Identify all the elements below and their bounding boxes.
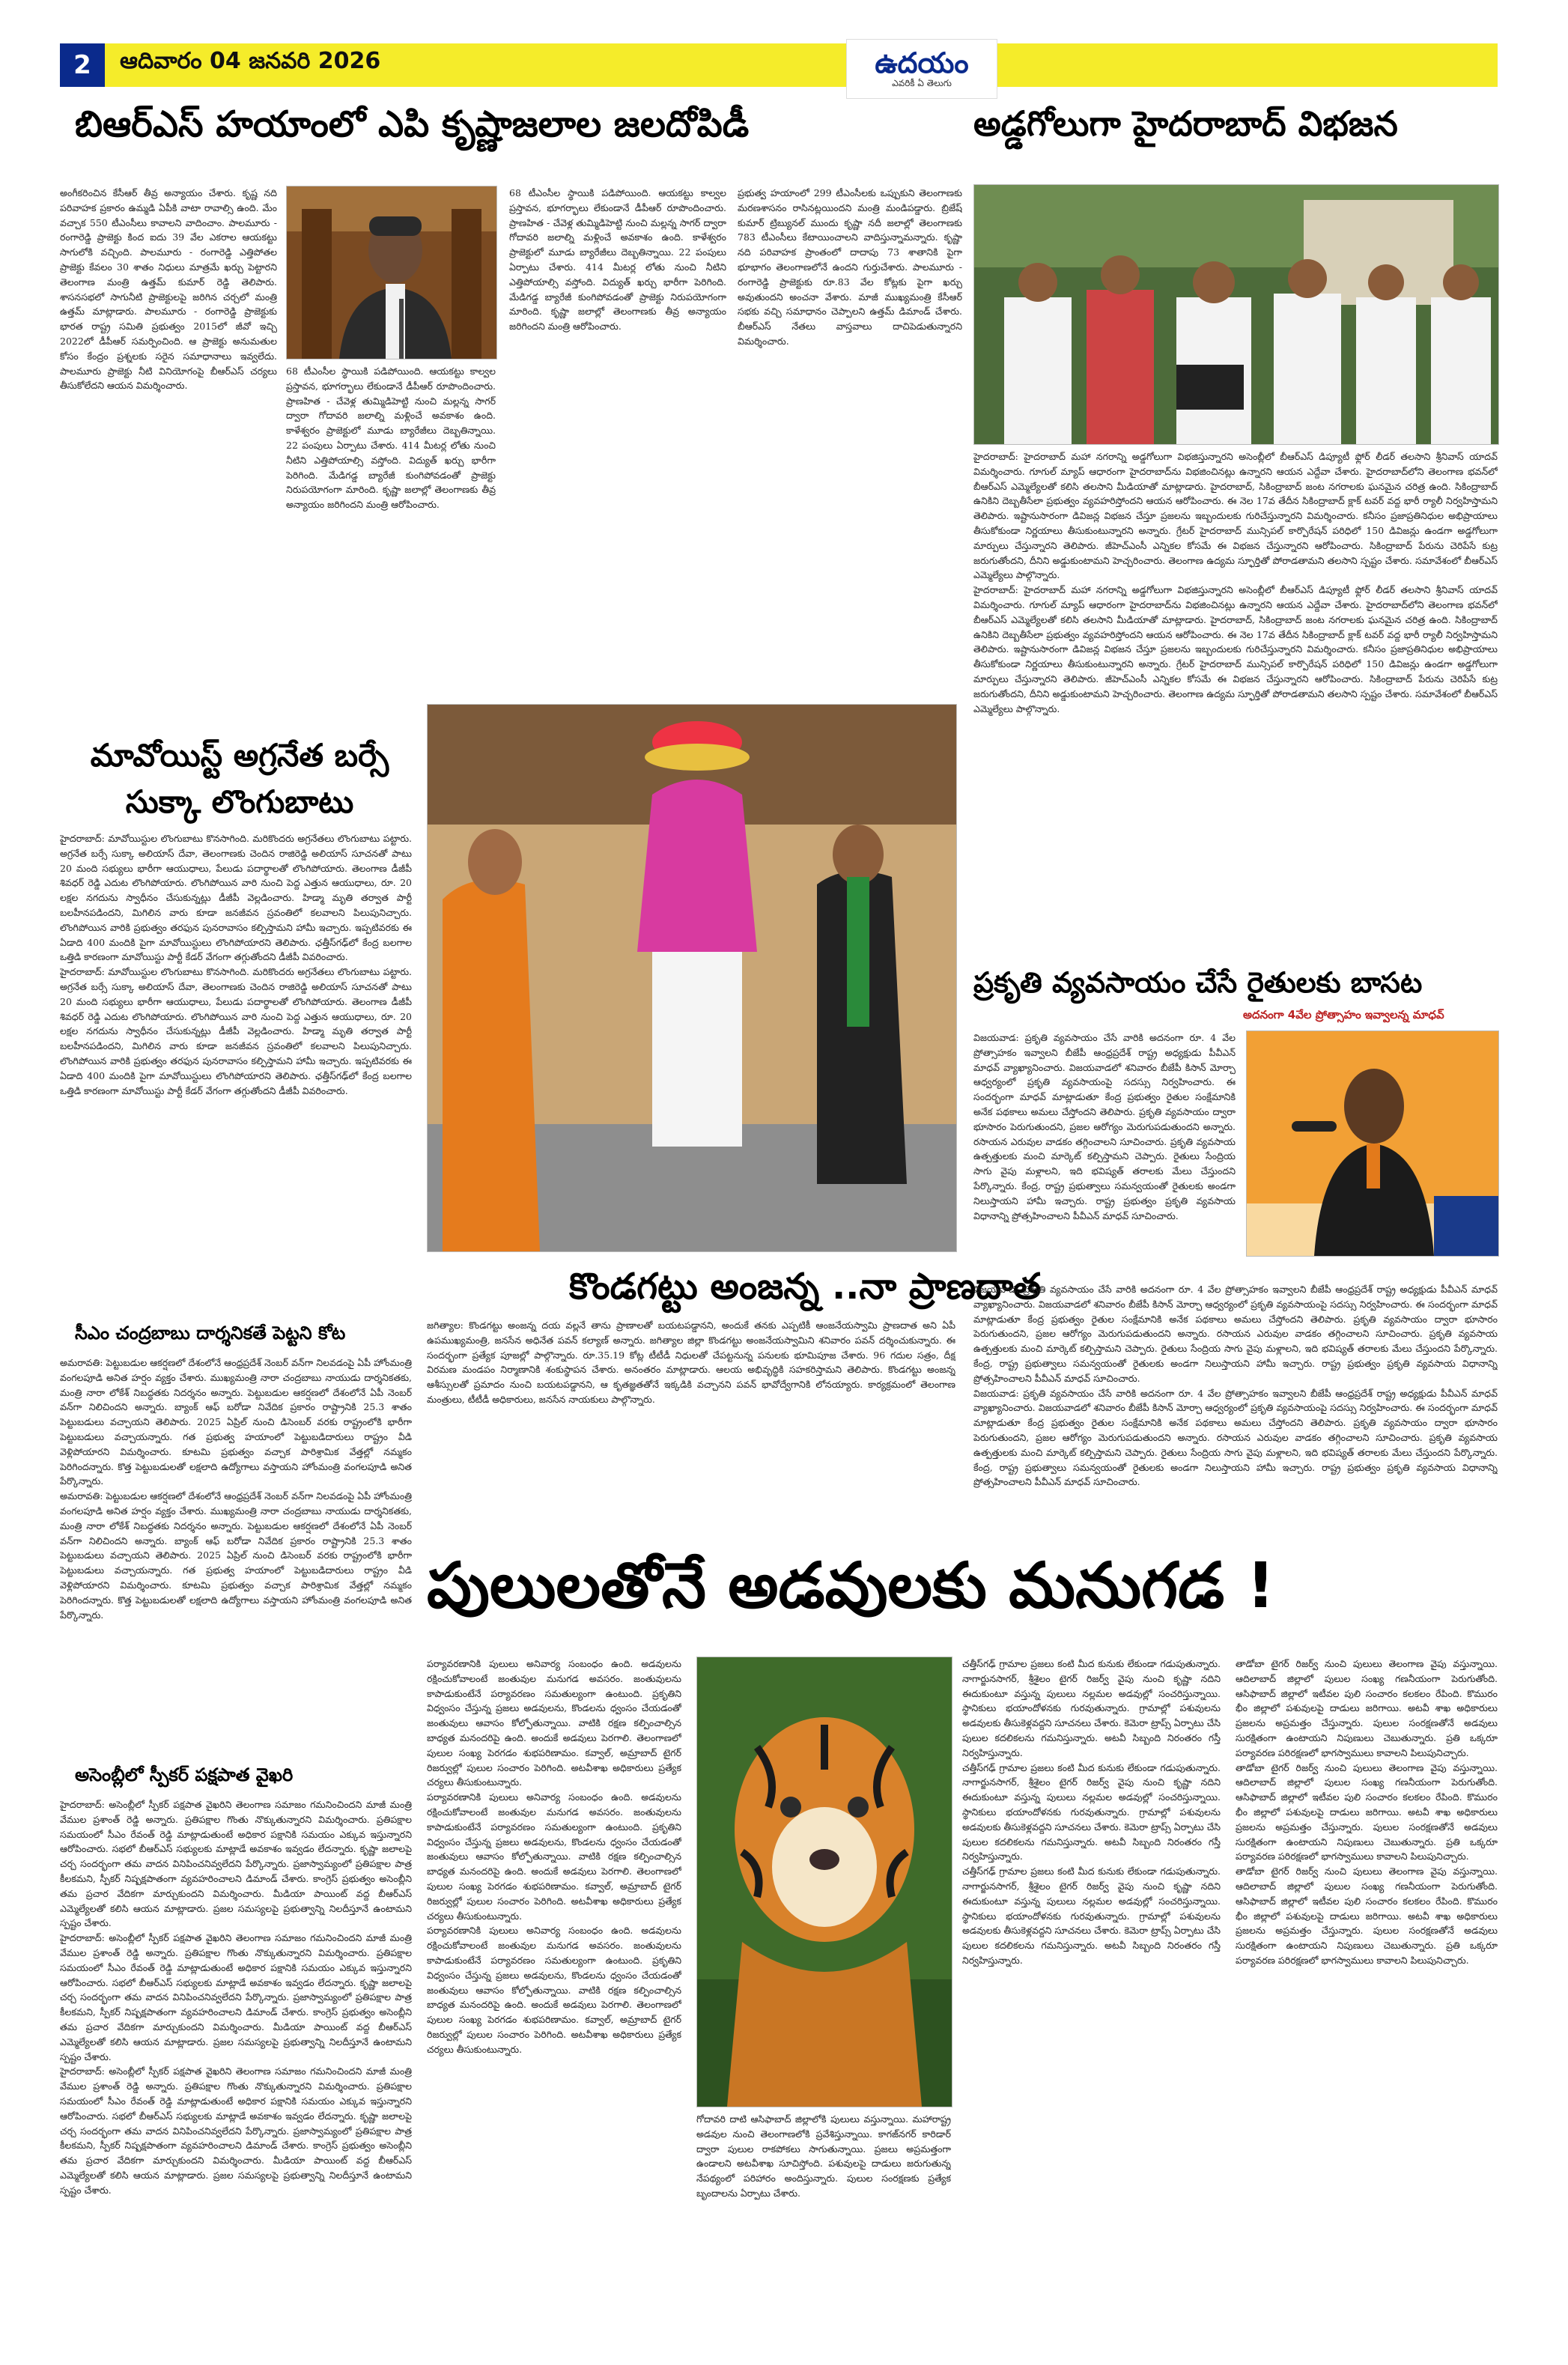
masthead-logo xyxy=(846,39,997,99)
subhead-natural-farming: అదనంగా 4వేల ప్రోత్సాహం ఇవ్వాలన్న మాధవ్ xyxy=(1243,1008,1444,1021)
tigers-col4: తాడోబా టైగర్ రిజర్వ్ నుంచి పులులు తెలంగాణ వైపు వస్తున్నాయి. ఆదిలాబాద్ జిల్లాలో పులుల సంఖ్య గణనీయంగా పెరుగుతోంది. ఆసిఫాబాద్ జిల్లాలో ఇటీవల పులి సంచారం కలకలం రేపింది. కొమురం భీం జిల్లాలో పశువులపై దాడులు జరిగాయి. అటవీ శాఖ అధికారులు ప్రజలను అప్రమత్తం చేస్తున్నారు. పులుల సంరక్షణతోనే అడవులు సురక్షితంగా ఉంటాయని నిపుణులు చెబుతున్నారు. ప్రతి ఒక్కరూ పర్యావరణ పరిరక్షణలో భాగస్వాములు కావాలని పిలుపునిచ్చారు. తాడోబా టైగర్ రిజర్వ్ నుంచి పులులు తెలంగాణ వైపు వస్తున్నాయి. ఆదిలాబాద్ జిల్లాలో పులుల సంఖ్య గణనీయంగా పెరుగుతోంది. ఆసిఫాబాద్ జిల్లాలో ఇటీవల పులి సంచారం కలకలం రేపింది. కొమురం భీం జిల్లాలో పశువులపై దాడులు జరిగాయి. అటవీ శాఖ అధికారులు ప్రజలను అప్రమత్తం చేస్తున్నారు. పులుల సంరక్షణతోనే అడవులు సురక్షితంగా ఉంటాయని నిపుణులు చెబుతున్నారు. ప్రతి ఒక్కరూ పర్యావరణ పరిరక్షణలో భాగస్వాములు కావాలని పిలుపునిచ్చారు. తాడోబా టైగర్ రిజర్వ్ నుంచి పులులు తెలంగాణ వైపు వస్తున్నాయి. ఆదిలాబాద్ జిల్లాలో పులుల సంఖ్య గణనీయంగా పెరుగుతోంది. ఆసిఫాబాద్ జిల్లాలో ఇటీవల పులి సంచారం కలకలం రేపింది. కొమురం భీం జిల్లాలో పశువులపై దాడులు జరిగాయి. అటవీ శాఖ అధికారులు ప్రజలను అప్రమత్తం చేస్తున్నారు. పులుల సంరక్షణతోనే అడవులు సురక్షితంగా ఉంటాయని నిపుణులు చెబుతున్నారు. ప్రతి ఒక్కరూ పర్యావరణ పరిరక్షణలో భాగస్వాములు కావాలని పిలుపునిచ్చారు. xyxy=(1236,1658,1498,1966)
tigers-col2: గోదావరి దాటి ఆసిఫాబాద్ జిల్లాలోకి పులులు వస్తున్నాయి. మహారాష్ట్ర అడవుల నుంచి తెలంగాణలోకి ప్రవేశిస్తున్నాయి. కాగజ్‌నగర్ కారిడార్ ద్వారా పులుల రాకపోకలు సాగుతున్నాయి. ప్రజలు అప్రమత్తంగా ఉండాలని అటవీశాఖ సూచిస్తోంది. పశువులపై దాడులు జరుగుతున్న నేపథ్యంలో పరిహారం అందిస్తున్నారు. పులుల సంరక్షణకు ప్రత్యేక బృందాలను ఏర్పాటు చేశారు. xyxy=(696,2113,951,2199)
headline-tigers: పులులతోనే అడవులకు మనుగడ ! xyxy=(427,1549,1275,1622)
headline-krishna: బిఆర్ఎస్ హయాంలో ఎపి కృష్ణాజలాల జలదోపిడీ xyxy=(75,103,750,145)
hyderabad-photo xyxy=(973,184,1499,445)
headline-speaker: అసెంబ్లీలో స్పీకర్ పక్షపాత వైఖరి xyxy=(75,1764,294,1785)
headline-hyderabad: అడ్డగోలుగా హైదరాబాద్ విభజన xyxy=(973,103,1398,144)
tigers-col1: పర్యావరణానికి పులులు అనివార్య సంబంధం ఉంది. అడవులను రక్షించుకోవాలంటే జంతువుల మనుగడ అవసరం. జంతువులను కాపాడుకుంటేనే పర్యావరణం సమతుల్యంగా ఉంటుంది. ప్రకృతిని విధ్వంసం చేస్తున్న ప్రజలు అడవులను, కొండలను ధ్వంసం చేయడంతో జంతువులు ఆవాసం కోల్పోతున్నాయి. వాటికి రక్షణ కల్పించాల్సిన బాధ్యత మనందరిపై ఉంది. అందుకే అడవులు పెరగాలి. తెలంగాణలో పులుల సంఖ్య పెరగడం శుభపరిణామం. కవ్వాల్, అమ్రాబాద్ టైగర్ రిజర్వుల్లో పులుల సంచారం పెరిగింది. అటవీశాఖ అధికారులు ప్రత్యేక చర్యలు తీసుకుంటున్నారు. పర్యావరణానికి పులులు అనివార్య సంబంధం ఉంది. అడవులను రక్షించుకోవాలంటే జంతువుల మనుగడ అవసరం. జంతువులను కాపాడుకుంటేనే పర్యావరణం సమతుల్యంగా ఉంటుంది. ప్రకృతిని విధ్వంసం చేస్తున్న ప్రజలు అడవులను, కొండలను ధ్వంసం చేయడంతో జంతువులు ఆవాసం కోల్పోతున్నాయి. వాటికి రక్షణ కల్పించాల్సిన బాధ్యత మనందరిపై ఉంది. అందుకే అడవులు పెరగాలి. తెలంగాణలో పులుల సంఖ్య పెరగడం శుభపరిణామం. కవ్వాల్, అమ్రాబాద్ టైగర్ రిజర్వుల్లో పులుల సంచారం పెరిగింది. అటవీశాఖ అధికారులు ప్రత్యేక చర్యలు తీసుకుంటున్నారు. పర్యావరణానికి పులులు అనివార్య సంబంధం ఉంది. అడవులను రక్షించుకోవాలంటే జంతువుల మనుగడ అవసరం. జంతువులను కాపాడుకుంటేనే పర్యావరణం సమతుల్యంగా ఉంటుంది. ప్రకృతిని విధ్వంసం చేస్తున్న ప్రజలు అడవులను, కొండలను ధ్వంసం చేయడంతో జంతువులు ఆవాసం కోల్పోతున్నాయి. వాటికి రక్షణ కల్పించాల్సిన బాధ్యత మనందరిపై ఉంది. అందుకే అడవులు పెరగాలి. తెలంగాణలో పులుల సంఖ్య పెరగడం శుభపరిణామం. కవ్వాల్, అమ్రాబాద్ టైగర్ రిజర్వుల్లో పులుల సంచారం పెరిగింది. అటవీశాఖ అధికారులు ప్రత్యేక చర్యలు తీసుకుంటున్నారు. xyxy=(427,1658,681,2055)
logo-text: ఉదయం xyxy=(875,46,969,79)
anjanna-body: జగిత్యాల: కొండగట్టు అంజన్న దయ వల్లనే తాను ప్రాణాలతో బయటపడ్డానని, అందుకే తనకు ఎప్పటికీ ఆంజనేయస్వామి ప్రాణదాత అని ఏపీ ఉపముఖ్యమంత్రి, జనసేన అధినేత పవన్ కల్యాణ్ అన్నారు. జగిత్యాల జిల్లా కొండగట్టు అంజనేయస్వామిని శనివారం పవన్ దర్శించుకున్నారు. ఈ సందర్భంగా ప్రత్యేక పూజల్లో పాల్గొన్నారు. రూ.35.19 కోట్ల టీటీడీ నిధులతో చేపట్టనున్న పనులకు భూమిపూజ చేశారు. 96 గదుల సత్రం, దీక్ష విరమణ మండపం నిర్మాణానికి శంకుస్థాపన చేశారు. అనంతరం మాట్లాడారు. ఆలయ అభివృద్ధికి సహకరిస్తామని తెలిపారు. కొండగట్టు అంజన్న ఆశీస్సులతో ప్రమాదం నుంచి బయటపడ్డానని, ఆ కృతజ్ఞతతోనే ఇక్కడికి వచ్చానని పవన్ భావోద్వేగానికి లోనయ్యారు. కార్యక్రమంలో తెలంగాణ మంత్రులు, టీటీడీ అధికారులు, జనసేన నాయకులు పాల్గొన్నారు. xyxy=(427,1320,955,1405)
natural-farming-col2: విజయవాడ: ప్రకృతి వ్యవసాయం చేసే వారికి అదనంగా రూ. 4 వేల ప్రోత్సాహకం ఇవ్వాలని బీజేపీ ఆంధ్రప్రదేశ్ రాష్ట్ర అధ్యక్షుడు పీవీఎన్ మాధవ్ వ్యాఖ్యానించారు. విజయవాడలో శనివారం బీజేపీ కిసాన్ మోర్చా ఆధ్వర్యంలో ప్రకృతి వ్యవసాయంపై సదస్సు నిర్వహించారు. ఈ సందర్భంగా మాధవ్ మాట్లాడుతూ కేంద్ర ప్రభుత్వం రైతుల సంక్షేమానికి అనేక పథకాలు అమలు చేస్తోందని తెలిపారు. ప్రకృతి వ్యవసాయం ద్వారా భూసారం పెరుగుతుందని, ప్రజల ఆరోగ్యం మెరుగుపడుతుందని అన్నారు. రసాయన ఎరువుల వాడకం తగ్గించాలని సూచించారు. ప్రకృతి వ్యవసాయ ఉత్పత్తులకు మంచి మార్కెట్ కల్పిస్తామని చెప్పారు. రైతులు సేంద్రియ సాగు వైపు మళ్లాలని, ఇది భవిష్యత్ తరాలకు మేలు చేస్తుందని పేర్కొన్నారు. కేంద్ర, రాష్ట్ర ప్రభుత్వాలు సమన్వయంతో రైతులకు అండగా నిలుస్తాయని హామీ ఇచ్చారు. రాష్ట్ర ప్రభుత్వం ప్రకృతి వ్యవసాయ విధానాన్ని ప్రోత్సహించాలని పీవీఎన్ మాధవ్ సూచించారు. విజయవాడ: ప్రకృతి వ్యవసాయం చేసే వారికి అదనంగా రూ. 4 వేల ప్రోత్సాహకం ఇవ్వాలని బీజేపీ ఆంధ్రప్రదేశ్ రాష్ట్ర అధ్యక్షుడు పీవీఎన్ మాధవ్ వ్యాఖ్యానించారు. విజయవాడలో శనివారం బీజేపీ కిసాన్ మోర్చా ఆధ్వర్యంలో ప్రకృతి వ్యవసాయంపై సదస్సు నిర్వహించారు. ఈ సందర్భంగా మాధవ్ మాట్లాడుతూ కేంద్ర ప్రభుత్వం రైతుల సంక్షేమానికి అనేక పథకాలు అమలు చేస్తోందని తెలిపారు. ప్రకృతి వ్యవసాయం ద్వారా భూసారం పెరుగుతుందని, ప్రజల ఆరోగ్యం మెరుగుపడుతుందని అన్నారు. రసాయన ఎరువుల వాడకం తగ్గించాలని సూచించారు. ప్రకృతి వ్యవసాయ ఉత్పత్తులకు మంచి మార్కెట్ కల్పిస్తామని చెప్పారు. రైతులు సేంద్రియ సాగు వైపు మళ్లాలని, ఇది భవిష్యత్ తరాలకు మేలు చేస్తుందని పేర్కొన్నారు. కేంద్ర, రాష్ట్ర ప్రభుత్వాలు సమన్వయంతో రైతులకు అండగా నిలుస్తాయని హామీ ఇచ్చారు. రాష్ట్ర ప్రభుత్వం ప్రకృతి వ్యవసాయ విధానాన్ని ప్రోత్సహించాలని పీవీఎన్ మాధవ్ సూచించారు. xyxy=(973,1284,1498,1488)
tigers-col3: చత్తీస్‌గఢ్ గ్రామాల ప్రజలు కంటి మీద కునుకు లేకుండా గడుపుతున్నారు. నాగార్జునసాగర్, శ్రీశైలం టైగర్ రిజర్వ్ వైపు నుంచి కృష్ణా నదిని ఈదుకుంటూ వస్తున్న పులులు నల్లమల అడవుల్లో సంచరిస్తున్నాయి. స్థానికులు భయాందోళనకు గురవుతున్నారు. గ్రామాల్లో పశువులను అడవులకు తీసుకెళ్లవద్దని సూచనలు చేశారు. కెమెరా ట్రాప్స్ ఏర్పాటు చేసి పులుల కదలికలను గమనిస్తున్నారు. అటవీ సిబ్బంది నిరంతరం గస్తీ నిర్వహిస్తున్నారు. చత్తీస్‌గఢ్ గ్రామాల ప్రజలు కంటి మీద కునుకు లేకుండా గడుపుతున్నారు. నాగార్జునసాగర్, శ్రీశైలం టైగర్ రిజర్వ్ వైపు నుంచి కృష్ణా నదిని ఈదుకుంటూ వస్తున్న పులులు నల్లమల అడవుల్లో సంచరిస్తున్నాయి. స్థానికులు భయాందోళనకు గురవుతున్నారు. గ్రామాల్లో పశువులను అడవులకు తీసుకెళ్లవద్దని సూచనలు చేశారు. కెమెరా ట్రాప్స్ ఏర్పాటు చేసి పులుల కదలికలను గమనిస్తున్నారు. అటవీ సిబ్బంది నిరంతరం గస్తీ నిర్వహిస్తున్నారు. చత్తీస్‌గఢ్ గ్రామాల ప్రజలు కంటి మీద కునుకు లేకుండా గడుపుతున్నారు. నాగార్జునసాగర్, శ్రీశైలం టైగర్ రిజర్వ్ వైపు నుంచి కృష్ణా నదిని ఈదుకుంటూ వస్తున్న పులులు నల్లమల అడవుల్లో సంచరిస్తున్నాయి. స్థానికులు భయాందోళనకు గురవుతున్నారు. గ్రామాల్లో పశువులను అడవులకు తీసుకెళ్లవద్దని సూచనలు చేశారు. కెమెరా ట్రాప్స్ ఏర్పాటు చేసి పులుల కదలికలను గమనిస్తున్నారు. అటవీ సిబ్బంది నిరంతరం గస్తీ నిర్వహిస్తున్నారు. xyxy=(962,1658,1221,1966)
maoist-body: హైదరాబాద్: మావోయిస్టుల లొంగుబాటు కొనసాగింది. మరికొందరు అగ్రనేతలు లొంగుబాటు పట్టారు. అగ్రనేత బర్సే సుక్కా అలియాస్ దేవా, తెలంగాణకు చెందిన రాజిరెడ్డి అలియాస్ సూచనతో పాటు 20 మంది సభ్యులు భారీగా ఆయుధాలు, పేలుడు పదార్థాలతో లొంగిపోయారు. తెలంగాణ డీజీపీ శివధర్ రెడ్డి ఎదుట లొంగిపోయారు. లొంగిపోయిన వారి నుంచి పెద్ద ఎత్తున ఆయుధాలు, రూ. 20 లక్షల నగదును స్వాధీనం చేసుకున్నట్లు డీజీపీ వెల్లడించారు. హిడ్మా మృతి తర్వాత పార్టీ బలహీనపడిందని, మిగిలిన వారు కూడా జనజీవన స్రవంతిలో కలవాలని పిలుపునిచ్చారు. లొంగిపోయిన వారికి ప్రభుత్వం తరఫున పునరావాసం కల్పిస్తామని హామీ ఇచ్చారు. ఇప్పటివరకు ఈ ఏడాది 400 మందికి పైగా మావోయిస్టులు లొంగిపోయారని తెలిపారు. ఛత్తీస్‌గఢ్‌లో కేంద్ర బలగాల ఒత్తిడి కారణంగా మావోయిస్టు పార్టీ కేడర్ వేగంగా తగ్గుతోందని డీజీపీ వివరించారు. హైదరాబాద్: మావోయిస్టుల లొంగుబాటు కొనసాగింది. మరికొందరు అగ్రనేతలు లొంగుబాటు పట్టారు. అగ్రనేత బర్సే సుక్కా అలియాస్ దేవా, తెలంగాణకు చెందిన రాజిరెడ్డి అలియాస్ సూచనతో పాటు 20 మంది సభ్యులు భారీగా ఆయుధాలు, పేలుడు పదార్థాలతో లొంగిపోయారు. తెలంగాణ డీజీపీ శివధర్ రెడ్డి ఎదుట లొంగిపోయారు. లొంగిపోయిన వారి నుంచి పెద్ద ఎత్తున ఆయుధాలు, రూ. 20 లక్షల నగదును స్వాధీనం చేసుకున్నట్లు డీజీపీ వెల్లడించారు. హిడ్మా మృతి తర్వాత పార్టీ బలహీనపడిందని, మిగిలిన వారు కూడా జనజీవన స్రవంతిలో కలవాలని పిలుపునిచ్చారు. లొంగిపోయిన వారికి ప్రభుత్వం తరఫున పునరావాసం కల్పిస్తామని హామీ ఇచ్చారు. ఇప్పటివరకు ఈ ఏడాది 400 మందికి పైగా మావోయిస్టులు లొంగిపోయారని తెలిపారు. ఛత్తీస్‌గఢ్‌లో కేంద్ర బలగాల ఒత్తిడి కారణంగా మావోయిస్టు పార్టీ కేడర్ వేగంగా తగ్గుతోందని డీజీపీ వివరించారు. xyxy=(60,833,412,1096)
headline-maoist: మావోయిస్ట్ అగ్రనేత బర్సే సుక్కా లొంగుబాటు xyxy=(90,737,389,820)
temple-photo xyxy=(427,704,957,1252)
page-number: 2 xyxy=(60,43,105,87)
natural-farming-col1: విజయవాడ: ప్రకృతి వ్యవసాయం చేసే వారికి అదనంగా రూ. 4 వేల ప్రోత్సాహకం ఇవ్వాలని బీజేపీ ఆంధ్రప్రదేశ్ రాష్ట్ర అధ్యక్షుడు పీవీఎన్ మాధవ్ వ్యాఖ్యానించారు. విజయవాడలో శనివారం బీజేపీ కిసాన్ మోర్చా ఆధ్వర్యంలో ప్రకృతి వ్యవసాయంపై సదస్సు నిర్వహించారు. ఈ సందర్భంగా మాధవ్ మాట్లాడుతూ కేంద్ర ప్రభుత్వం రైతుల సంక్షేమానికి అనేక పథకాలు అమలు చేస్తోందని తెలిపారు. ప్రకృతి వ్యవసాయం ద్వారా భూసారం పెరుగుతుందని, ప్రజల ఆరోగ్యం మెరుగుపడుతుందని అన్నారు. రసాయన ఎరువుల వాడకం తగ్గించాలని సూచించారు. ప్రకృతి వ్యవసాయ ఉత్పత్తులకు మంచి మార్కెట్ కల్పిస్తామని చెప్పారు. రైతులు సేంద్రియ సాగు వైపు మళ్లాలని, ఇది భవిష్యత్ తరాలకు మేలు చేస్తుందని పేర్కొన్నారు. కేంద్ర, రాష్ట్ర ప్రభుత్వాలు సమన్వయంతో రైతులకు అండగా నిలుస్తాయని హామీ ఇచ్చారు. రాష్ట్ర ప్రభుత్వం ప్రకృతి వ్యవసాయ విధానాన్ని ప్రోత్సహించాలని పీవీఎన్ మాధవ్ సూచించారు. xyxy=(973,1032,1236,1221)
speaker-body: హైదరాబాద్: అసెంబ్లీలో స్పీకర్ పక్షపాత వైఖరిని తెలంగాణ సమాజం గమనించిందని మాజీ మంత్రి వేముల ప్రశాంత్ రెడ్డి అన్నారు. ప్రతిపక్షాల గొంతు నొక్కుతున్నారని విమర్శించారు. ప్రతిపక్షాల సమయంలో సీఎం రేవంత్ రెడ్డి మాట్లాడుతుంటే అధికార పక్షానికి సమయం ఎక్కువ ఇస్తున్నారని ఆరోపించారు. సభలో బీఆర్ఎస్ సభ్యులకు మాట్లాడే అవకాశం ఇవ్వడం లేదన్నారు. కృష్ణా జలాలపై చర్చ సందర్భంగా తమ వాదన వినిపించనివ్వలేదని పేర్కొన్నారు. ప్రజాస్వామ్యంలో ప్రతిపక్షాల పాత్ర కీలకమని, స్పీకర్ నిష్పక్షపాతంగా వ్యవహరించాలని డిమాండ్ చేశారు. కాంగ్రెస్ ప్రభుత్వం అసెంబ్లీని తమ ప్రచార వేదికగా మార్చుకుందని విమర్శించారు. మీడియా పాయింట్ వద్ద బీఆర్ఎస్ ఎమ్మెల్యేలతో కలిసి ఆయన మాట్లాడారు. ప్రజల సమస్యలపై ప్రభుత్వాన్ని నిలదీస్తూనే ఉంటామని స్పష్టం చేశారు. హైదరాబాద్: అసెంబ్లీలో స్పీకర్ పక్షపాత వైఖరిని తెలంగాణ సమాజం గమనించిందని మాజీ మంత్రి వేముల ప్రశాంత్ రెడ్డి అన్నారు. ప్రతిపక్షాల గొంతు నొక్కుతున్నారని విమర్శించారు. ప్రతిపక్షాల సమయంలో సీఎం రేవంత్ రెడ్డి మాట్లాడుతుంటే అధికార పక్షానికి సమయం ఎక్కువ ఇస్తున్నారని ఆరోపించారు. సభలో బీఆర్ఎస్ సభ్యులకు మాట్లాడే అవకాశం ఇవ్వడం లేదన్నారు. కృష్ణా జలాలపై చర్చ సందర్భంగా తమ వాదన వినిపించనివ్వలేదని పేర్కొన్నారు. ప్రజాస్వామ్యంలో ప్రతిపక్షాల పాత్ర కీలకమని, స్పీకర్ నిష్పక్షపాతంగా వ్యవహరించాలని డిమాండ్ చేశారు. కాంగ్రెస్ ప్రభుత్వం అసెంబ్లీని తమ ప్రచార వేదికగా మార్చుకుందని విమర్శించారు. మీడియా పాయింట్ వద్ద బీఆర్ఎస్ ఎమ్మెల్యేలతో కలిసి ఆయన మాట్లాడారు. ప్రజల సమస్యలపై ప్రభుత్వాన్ని నిలదీస్తూనే ఉంటామని స్పష్టం చేశారు. హైదరాబాద్: అసెంబ్లీలో స్పీకర్ పక్షపాత వైఖరిని తెలంగాణ సమాజం గమనించిందని మాజీ మంత్రి వేముల ప్రశాంత్ రెడ్డి అన్నారు. ప్రతిపక్షాల గొంతు నొక్కుతున్నారని విమర్శించారు. ప్రతిపక్షాల సమయంలో సీఎం రేవంత్ రెడ్డి మాట్లాడుతుంటే అధికార పక్షానికి సమయం ఎక్కువ ఇస్తున్నారని ఆరోపించారు. సభలో బీఆర్ఎస్ సభ్యులకు మాట్లాడే అవకాశం ఇవ్వడం లేదన్నారు. కృష్ణా జలాలపై చర్చ సందర్భంగా తమ వాదన వినిపించనివ్వలేదని పేర్కొన్నారు. ప్రజాస్వామ్యంలో ప్రతిపక్షాల పాత్ర కీలకమని, స్పీకర్ నిష్పక్షపాతంగా వ్యవహరించాలని డిమాండ్ చేశారు. కాంగ్రెస్ ప్రభుత్వం అసెంబ్లీని తమ ప్రచార వేదికగా మార్చుకుందని విమర్శించారు. మీడియా పాయింట్ వద్ద బీఆర్ఎస్ ఎమ్మెల్యేలతో కలిసి ఆయన మాట్లాడారు. ప్రజల సమస్యలపై ప్రభుత్వాన్ని నిలదీస్తూనే ఉంటామని స్పష్టం చేశారు. xyxy=(60,1799,412,2196)
naidu-body: అమరావతి: పెట్టుబడుల ఆకర్షణలో దేశంలోనే ఆంధ్రప్రదేశ్ నెంబర్ వన్‌గా నిలవడంపై ఏపీ హోంమంత్రి వంగలపూడి అనిత హర్షం వ్యక్తం చేశారు. ముఖ్యమంత్రి నారా చంద్రబాబు నాయుడు దార్శనికతకు, మంత్రి నారా లోకేశ్ నిబద్ధతకు నిదర్శనం అన్నారు. పెట్టుబడుల ఆకర్షణలో దేశంలోనే ఏపీ నెంబర్ వన్‌గా నిలిచిందని అన్నారు. బ్యాంక్ ఆఫ్ బరోడా నివేదిక ప్రకారం రాష్ట్రానికి 25.3 శాతం పెట్టుబడులు వచ్చాయని తెలిపారు. 2025 ఏప్రిల్ నుంచి డిసెంబర్ వరకు రాష్ట్రంలోకి భారీగా పెట్టుబడులు వచ్చాయన్నారు. గత ప్రభుత్వ హయాంలో పెట్టుబడిదారులు రాష్ట్రం వీడి వెళ్లిపోయారని విమర్శించారు. కూటమి ప్రభుత్వం వచ్చాక పారిశ్రామిక వేత్తల్లో నమ్మకం పెరిగిందన్నారు. కొత్త పెట్టుబడులతో లక్షలాది ఉద్యోగాలు వస్తాయని హోంమంత్రి వంగలపూడి అనిత పేర్కొన్నారు. అమరావతి: పెట్టుబడుల ఆకర్షణలో దేశంలోనే ఆంధ్రప్రదేశ్ నెంబర్ వన్‌గా నిలవడంపై ఏపీ హోంమంత్రి వంగలపూడి అనిత హర్షం వ్యక్తం చేశారు. ముఖ్యమంత్రి నారా చంద్రబాబు నాయుడు దార్శనికతకు, మంత్రి నారా లోకేశ్ నిబద్ధతకు నిదర్శనం అన్నారు. పెట్టుబడుల ఆకర్షణలో దేశంలోనే ఏపీ నెంబర్ వన్‌గా నిలిచిందని అన్నారు. బ్యాంక్ ఆఫ్ బరోడా నివేదిక ప్రకారం రాష్ట్రానికి 25.3 శాతం పెట్టుబడులు వచ్చాయని తెలిపారు. 2025 ఏప్రిల్ నుంచి డిసెంబర్ వరకు రాష్ట్రంలోకి భారీగా పెట్టుబడులు వచ్చాయన్నారు. గత ప్రభుత్వ హయాంలో పెట్టుబడిదారులు రాష్ట్రం వీడి వెళ్లిపోయారని విమర్శించారు. కూటమి ప్రభుత్వం వచ్చాక పారిశ్రామిక వేత్తల్లో నమ్మకం పెరిగిందన్నారు. కొత్త పెట్టుబడులతో లక్షలాది ఉద్యోగాలు వస్తాయని హోంమంత్రి వంగలపూడి అనిత పేర్కొన్నారు. xyxy=(60,1357,412,1621)
headline-anjanna: కొండగట్టు అంజన్న ..నా ప్రాణదాత xyxy=(569,1266,1042,1308)
krishna-col2: 68 టీఎంసీల స్థాయికి పడిపోయింది. ఆయకట్టు కాల్వల ప్రస్తావన, భూగర్భాలు లేకుండానే డీపీఆర్ రూపొందించారు. ప్రాణహిత - చేవెళ్ల తుమ్మిడిహెట్టి నుంచి మల్లన్న సాగర్ ద్వారా గోదావరి జలాల్ని మళ్లించే అవకాశం ఉంది. కాళేశ్వరం ప్రాజెక్టులో మూడు బ్యారేజీలు దెబ్బతిన్నాయి. 22 పంపులు ఏర్పాటు చేశారు. 414 మీటర్ల లోతు నుంచి నీటిని ఎత్తిపోయాల్సి వస్తోంది. విద్యుత్ ఖర్చు భారీగా పెరిగింది. మేడిగడ్డ బ్యారేజీ కుంగిపోవడంతో ప్రాజెక్టు నిరుపయోగంగా మారింది. కృష్ణా జలాల్లో తెలంగాణకు తీవ్ర అన్యాయం జరిగిందని మంత్రి ఆరోపించారు. xyxy=(286,365,496,511)
issue-date: ఆదివారం 04 జనవరి 2026 xyxy=(120,48,381,74)
tiger-photo xyxy=(696,1657,952,2107)
hyderabad-body: హైదరాబాద్: హైదరాబాద్ మహా నగరాన్ని అడ్డగోలుగా విభజిస్తున్నారని అసెంబ్లీలో బీఆర్ఎస్ డిప్యూటీ ఫ్లోర్ లీడర్ తలసాని శ్రీనివాస్ యాదవ్ విమర్శించారు. గూగుల్ మ్యాప్ ఆధారంగా హైదరాబాద్‌ను విభజించినట్లు ఉన్నారని ఆయన ఎద్దేవా చేశారు. హైదరాబాద్‌లోని తెలంగాణ భవన్‌లో బీఆర్ఎస్ ఎమ్మెల్యేలతో కలిసి తలసాని మీడియాతో మాట్లాడారు. హైదరాబాద్, సికింద్రాబాద్ జంట నగరాలకు ఘనమైన చరిత్ర ఉంది. సికింద్రాబాద్ ఉనికిని దెబ్బతీసేలా ప్రభుత్వం వ్యవహరిస్తోందని ఆయన ఆరోపించారు. ఈ నెల 17వ తేదీన సికింద్రాబాద్ క్లాక్ టవర్ వద్ద భారీ ర్యాలీ నిర్వహిస్తామని తెలిపారు. ఇష్టానుసారంగా డివిజన్ల విభజన చేస్తూ ప్రజలను ఇబ్బందులకు గురిచేస్తున్నారని విమర్శించారు. కనీసం ప్రజాప్రతినిధుల అభిప్రాయాలు తీసుకోకుండా నిర్ణయాలు తీసుకుంటున్నారని అన్నారు. గ్రేటర్ హైదరాబాద్ మున్సిపల్ కార్పొరేషన్ పరిధిలో 150 డివిజన్లు ఉండగా అడ్డగోలుగా మార్పులు చేస్తున్నారని తెలిపారు. జీహెచ్ఎంసీ ఎన్నికల కోసమే ఈ విభజన చేస్తున్నారని ఆరోపించారు. సికింద్రాబాద్ పేరును చెరిపేసే కుట్ర జరుగుతోందని, దీనిని అడ్డుకుంటామని హెచ్చరించారు. తెలంగాణ ఉద్యమ స్ఫూర్తితో పోరాడతామని తలసాని స్పష్టం చేశారు. సమావేశంలో బీఆర్ఎస్ ఎమ్మెల్యేలు పాల్గొన్నారు. హైదరాబాద్: హైదరాబాద్ మహా నగరాన్ని అడ్డగోలుగా విభజిస్తున్నారని అసెంబ్లీలో బీఆర్ఎస్ డిప్యూటీ ఫ్లోర్ లీడర్ తలసాని శ్రీనివాస్ యాదవ్ విమర్శించారు. గూగుల్ మ్యాప్ ఆధారంగా హైదరాబాద్‌ను విభజించినట్లు ఉన్నారని ఆయన ఎద్దేవా చేశారు. హైదరాబాద్‌లోని తెలంగాణ భవన్‌లో బీఆర్ఎస్ ఎమ్మెల్యేలతో కలిసి తలసాని మీడియాతో మాట్లాడారు. హైదరాబాద్, సికింద్రాబాద్ జంట నగరాలకు ఘనమైన చరిత్ర ఉంది. సికింద్రాబాద్ ఉనికిని దెబ్బతీసేలా ప్రభుత్వం వ్యవహరిస్తోందని ఆయన ఆరోపించారు. ఈ నెల 17వ తేదీన సికింద్రాబాద్ క్లాక్ టవర్ వద్ద భారీ ర్యాలీ నిర్వహిస్తామని తెలిపారు. ఇష్టానుసారంగా డివిజన్ల విభజన చేస్తూ ప్రజలను ఇబ్బందులకు గురిచేస్తున్నారని విమర్శించారు. కనీసం ప్రజాప్రతినిధుల అభిప్రాయాలు తీసుకోకుండా నిర్ణయాలు తీసుకుంటున్నారని అన్నారు. గ్రేటర్ హైదరాబాద్ మున్సిపల్ కార్పొరేషన్ పరిధిలో 150 డివిజన్లు ఉండగా అడ్డగోలుగా మార్పులు చేస్తున్నారని తెలిపారు. జీహెచ్ఎంసీ ఎన్నికల కోసమే ఈ విభజన చేస్తున్నారని ఆరోపించారు. సికింద్రాబాద్ పేరును చెరిపేసే కుట్ర జరుగుతోందని, దీనిని అడ్డుకుంటామని హెచ్చరించారు. తెలంగాణ ఉద్యమ స్ఫూర్తితో పోరాడతామని తలసాని స్పష్టం చేశారు. సమావేశంలో బీఆర్ఎస్ ఎమ్మెల్యేలు పాల్గొన్నారు. xyxy=(973,451,1498,714)
madhav-photo xyxy=(1246,1030,1499,1257)
minister-photo xyxy=(286,186,497,359)
headline-naidu: సీఎం చంద్రబాబు దార్శనికతే పెట్టని కోట xyxy=(75,1323,346,1344)
krishna-col1: అంగీకరించిన కేసీఆర్ తీవ్ర అన్యాయం చేశారు. కృష్ణ నది పరివాహక ప్రకారం ఉమ్మడి ఏపీకి వాటా రావాల్సి ఉంది. మేం వచ్చాక 550 టీఎంసీలు కావాలని వాదించాం. పాలమూరు - రంగారెడ్డి ప్రాజెక్టు కింద ఐదు 39 వేల ఎకరాల ఆయకట్టు సాగులోకి వచ్చింది. పాలమూరు - రంగారెడ్డి ఎత్తిపోతల ప్రాజెక్టు కేవలం 30 శాతం నిధులు మాత్రమే ఖర్చు పెట్టారని తెలంగాణ మంత్రి ఉత్తమ్ కుమార్ రెడ్డి తెలిపారు. శాసనసభలో సాగునీటి ప్రాజెక్టులపై జరిగిన చర్చలో మంత్రి ఉత్తమ్ మాట్లాడారు. పాలమూరు - రంగారెడ్డి ప్రాజెక్టుకు భారత రాష్ట్ర సమితి ప్రభుత్వం 2015లో జీవో ఇచ్చి 2022లో డీపీఆర్ సమర్పించింది. ఆ ప్రాజెక్టు అనుమతుల కోసం కేంద్రం ప్రశ్నలకు సరైన సమాధానాలు ఇవ్వలేదు. పాలమూరు ప్రాజెక్టు నీటి వినియోగంపై బీఆర్ఎస్ చర్యలు తీసుకోలేదని ఆయన విమర్శించారు. xyxy=(60,187,277,392)
krishna-col2b: 68 టీఎంసీల స్థాయికి పడిపోయింది. ఆయకట్టు కాల్వల ప్రస్తావన, భూగర్భాలు లేకుండానే డీపీఆర్ రూపొందించారు. ప్రాణహిత - చేవెళ్ల తుమ్మిడిహెట్టి నుంచి మల్లన్న సాగర్ ద్వారా గోదావరి జలాల్ని మళ్లించే అవకాశం ఉంది. కాళేశ్వరం ప్రాజెక్టులో మూడు బ్యారేజీలు దెబ్బతిన్నాయి. 22 పంపులు ఏర్పాటు చేశారు. 414 మీటర్ల లోతు నుంచి నీటిని ఎత్తిపోయాల్సి వస్తోంది. విద్యుత్ ఖర్చు భారీగా పెరిగింది. మేడిగడ్డ బ్యారేజీ కుంగిపోవడంతో ప్రాజెక్టు నిరుపయోగంగా మారింది. కృష్ణా జలాల్లో తెలంగాణకు తీవ్ర అన్యాయం జరిగిందని మంత్రి ఆరోపించారు. xyxy=(509,187,726,333)
krishna-col3: ప్రభుత్వ హయాంలో 299 టీఎంసీలకు ఒప్పుకుని తెలంగాణకు మరణశాసనం రాసినట్లయిందని మంత్రి మండిపడ్డారు. బ్రిజేష్ కుమార్ ట్రిబ్యునల్ ముందు కృష్ణా నదీ జలాల్లో తెలంగాణకు 783 టీఎంసీలు కేటాయించాలని వాదిస్తున్నామన్నారు. కృష్ణా నది పరివాహక ప్రాంతంలో దాదాపు 73 శాతానికి పైగా భూభాగం తెలంగాణలోనే ఉందని గుర్తుచేశారు. పాలమూరు - రంగారెడ్డి ప్రాజెక్టుకు రూ.83 వేల కోట్లకు పైగా ఖర్చు అవుతుందని అంచనా వేశారు. మాజీ ముఖ్యమంత్రి కేసీఆర్ సభకు వచ్చి సమాధానం చెప్పాలని ఉత్తమ్ డిమాండ్ చేశారు. బీఆర్ఎస్ నేతలు వాస్తవాలు దాచిపెడుతున్నారని విమర్శించారు. xyxy=(738,187,962,347)
headline-natural-farming: ప్రకృతి వ్యవసాయం చేసే రైతులకు బాసట xyxy=(973,966,1423,999)
logo-tagline: ఎవరికీ ఏ తెలుగు xyxy=(892,77,952,88)
